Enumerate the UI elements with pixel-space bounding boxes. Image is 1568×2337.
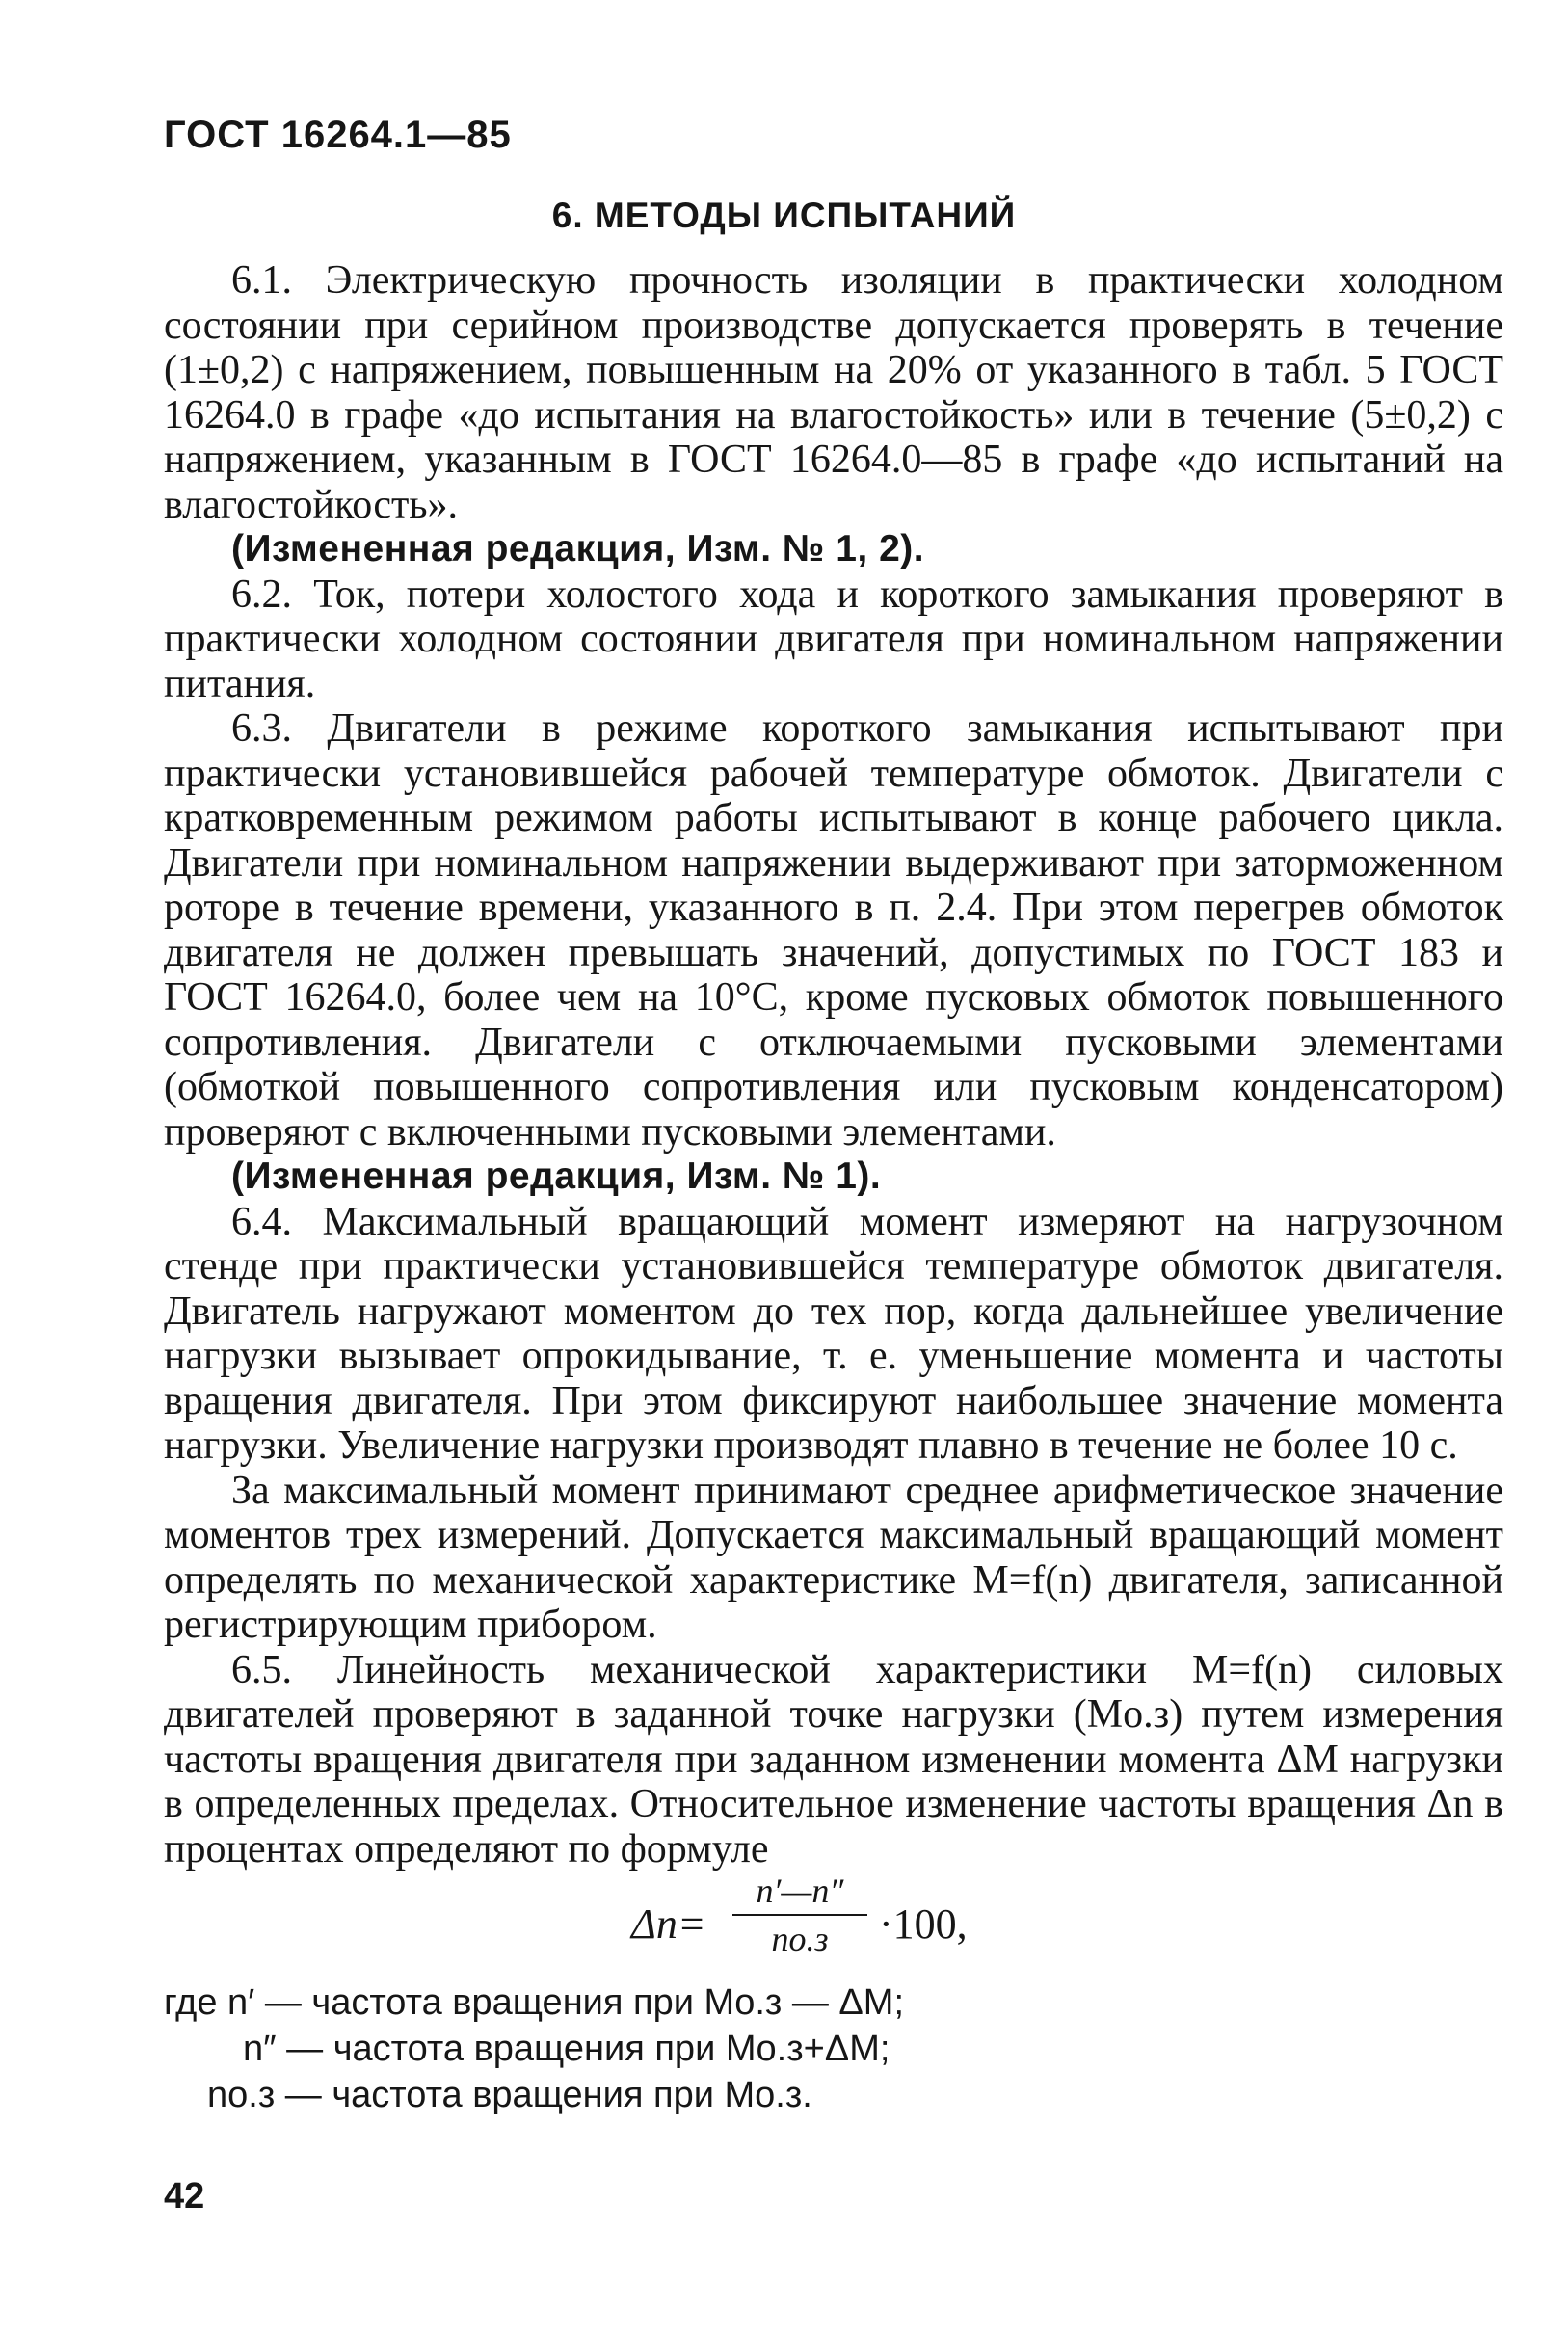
formula-fraction (732, 1872, 867, 1958)
paragraph-6-1: 6.1. Электрическую прочность изоляции в практически холодном состоянии при серийном производстве допускается проверять в течение (1±0,2) с напряжением, повышенным на 20% от указанного в табл. 5 ГОСТ 16264.0 в графе «до испытания на влагостойкость» или в течение (5±0,2) с напряжением, указанным в ГОСТ 16264.0—85 в графе «до испытаний на влагостойкость». (164, 258, 1503, 527)
page-number: 42 (164, 2176, 205, 2217)
paragraph-6-4: 6.4. Максимальный вращающий момент измеряют на нагрузочном стенде при практически установившейся температуре обмоток двигателя. Двигатель нагружают моментом до тех пор, когда дальнейшее увеличение нагрузки вызывает опрокидывание, т. е. уменьшение момента и частоты вращения двигателя. При этом фиксируют наибольшее значение момента нагрузки. Увеличение нагрузки производят плавно в течение не более 10 с. (164, 1199, 1503, 1468)
document-code-header: ГОСТ 16264.1—85 (164, 114, 512, 156)
where-item: nо.з — частота вращения при Mо.з. (207, 2075, 812, 2115)
revision-note: (Измененная редакция, Изм. № 1, 2). (231, 528, 925, 570)
formula-lhs: Δn= (631, 1900, 706, 1948)
paragraph-6-2: 6.2. Ток, потери холостого хода и короткого замыкания проверяют в практически холодном состоянии двигателя при номинальном напряжении питания. (164, 571, 1503, 706)
where-list (164, 1979, 1503, 2118)
formula-numerator: n′—n″ (756, 1872, 844, 1910)
paragraph-6-5: 6.5. Линейность механической характеристики M=f(n) силовых двигателей проверяют в заданной точке нагрузки (Mо.з) путем измерения частоты вращения двигателя при заданном изменении момента ΔM нагрузки в определенных пределах. Относительное изменение частоты вращения Δn в процентах определяют по формуле (164, 1647, 1503, 1872)
formula-denominator: nо.з (771, 1920, 829, 1958)
paragraph-6-3: 6.3. Двигатели в режиме короткого замыкания испытывают при практически установившейся рабочей температуре обмоток. Двигатели с кратковременным режимом работы испытывают в конце рабочего цикла. Двигатели при номинальном напряжении выдерживают при заторможенном роторе в течение времени, указанного в п. 2.4. При этом перегрев обмоток двигателя не должен превышать значений, допустимых по ГОСТ 183 и ГОСТ 16264.0, более чем на 10°С, кроме пусковых обмоток повышенного сопротивления. Двигатели с отключаемыми пусковыми элементами (обмоткой повышенного сопротивления или пусковым конденсатором) проверяют с включенными пусковыми элементами. (164, 706, 1503, 1155)
document-body (164, 258, 1503, 2118)
where-item: где n′ — частота вращения при Mо.з — ΔM; (164, 1982, 905, 2023)
paragraph-6-4-continued: За максимальный момент принимают среднее арифметическое значение моментов трех измерений. Допускается максимальный вращающий момент определять по механической характеристике M=f(n) двигателя, записанной регистрирующим прибором. (164, 1468, 1503, 1647)
fraction-bar (732, 1914, 867, 1916)
revision-note: (Измененная редакция, Изм. № 1). (231, 1155, 882, 1197)
section-title: 6. МЕТОДЫ ИСПЫТАНИЙ (551, 196, 1017, 235)
formula (164, 1872, 1503, 1979)
where-item: n″ — частота вращения при Mо.з+ΔM; (243, 2029, 890, 2069)
formula-rhs: ·100, (879, 1900, 968, 1948)
